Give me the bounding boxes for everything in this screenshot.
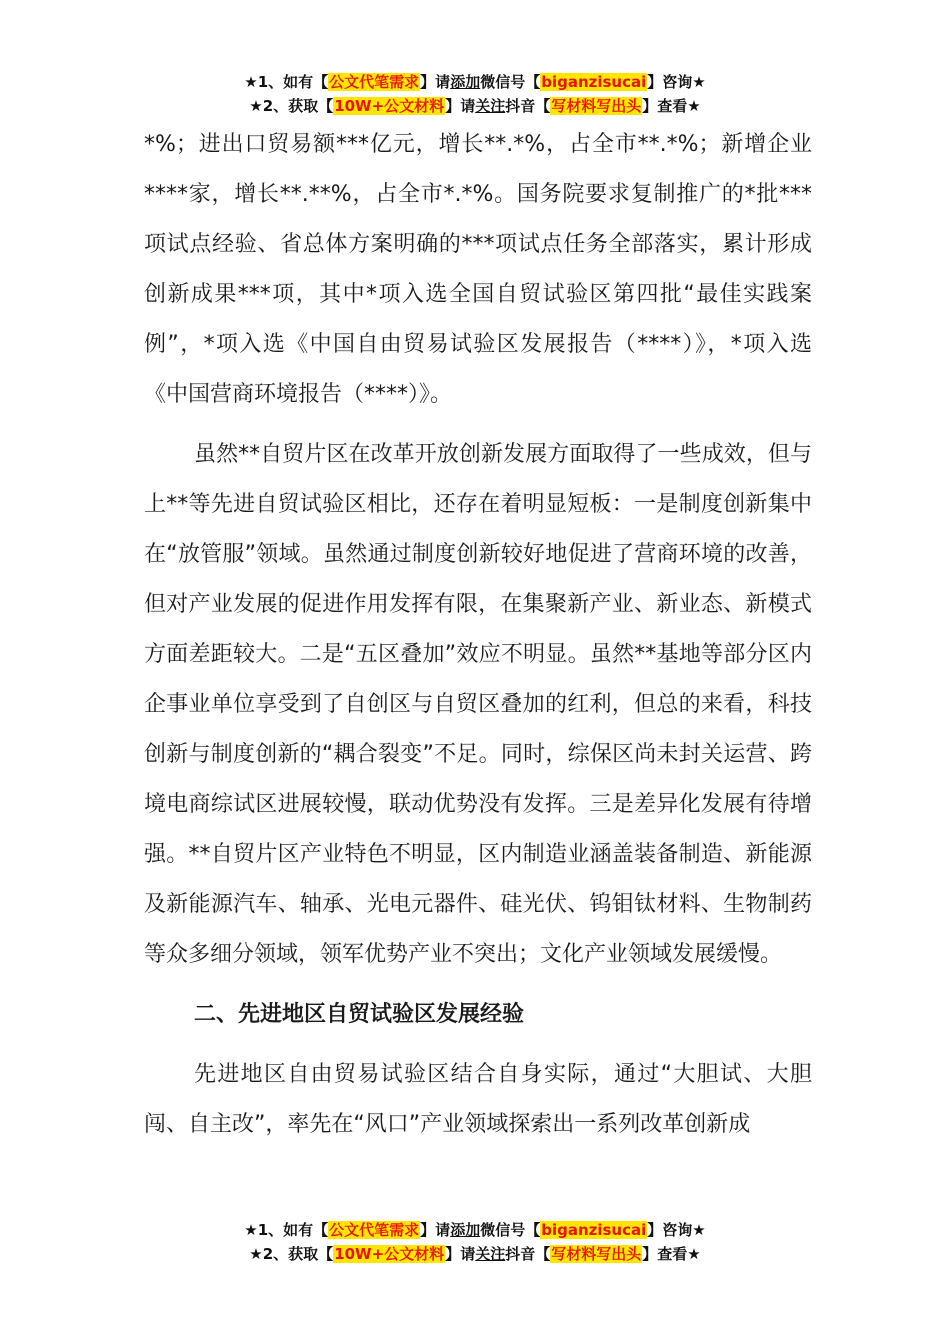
promo-highlight: 公文代笔需求: [329, 1221, 420, 1239]
bottom-promo-banner: [0, 1218, 950, 1266]
paragraph-gap: [144, 1040, 812, 1050]
promo-text: 】咨询★: [647, 1221, 706, 1239]
promo-underlined: 添加: [450, 73, 481, 91]
paragraph-1: *%；进出口贸易额***亿元，增长**.*%，占全市**.*%；新增企业****家，增长**.**%，占全市*.*%。国务院要求复制推广的*批***项试点经验、省总体方案明确的***项试点任务全部落实，累计形成创新成果***项，其中*项入选全国自贸试验区第四批“最佳实践案例”，*项入选《中国自由贸易试验区发展报告（****）》，*项入选《中国营商环境报告（****）》。: [144, 132, 812, 407]
promo-highlight: 写材料写出头: [551, 1245, 642, 1263]
promo-text: 】请: [445, 97, 476, 115]
promo-line-2: [0, 1242, 950, 1266]
promo-underlined: 关注: [475, 1245, 506, 1263]
promo-text: 】请: [420, 1221, 451, 1239]
promo-line-1: [0, 70, 950, 94]
promo-text: 】请: [445, 1245, 476, 1263]
paragraph-3: 先进地区自由贸易试验区结合自身实际，通过“大胆试、大胆闯、自主改”，率先在“风口”产业领域探索出一系列改革创新成: [144, 1062, 812, 1137]
promo-highlight: biganzisucai: [541, 1221, 647, 1239]
promo-text: 】查看★: [642, 1245, 701, 1263]
promo-text: ★1、如有【: [244, 1221, 329, 1239]
promo-text: ★2、获取【: [249, 97, 334, 115]
top-promo-banner: [0, 70, 950, 118]
promo-highlight: 10W+公文材料: [334, 97, 445, 115]
promo-underlined: 关注: [475, 97, 506, 115]
promo-text: 微信号【: [480, 1221, 541, 1239]
promo-text: 抖音【: [505, 97, 551, 115]
promo-highlight: 写材料写出头: [551, 97, 642, 115]
document-body: [144, 120, 812, 1150]
paragraph-2: 虽然**自贸片区在改革开放创新发展方面取得了一些成效，但与上**等先进自贸试验区相比，还存在着明显短板：一是制度创新集中在“放管服”领域。虽然通过制度创新较好地促进了营商环境的改善，但对产业发展的促进作用发挥有限，在集聚新产业、新业态、新模式方面差距较大。二是“五区叠加”效应不明显。虽然**基地等部分区内企事业单位享受到了自创区与自贸区叠加的红利，但总的来看，科技创新与制度创新的“耦合裂变”不足。同时，综保区尚未封关运营、跨境电商综试区进展较慢，联动优势没有发挥。三是差异化发展有待增强。**自贸片区产业特色不明显，区内制造业涵盖装备制造、新能源及新能源汽车、轴承、光电元器件、硅光伏、钨钼钛材料、生物制药等众多细分领域，领军优势产业不突出；文化产业领域发展缓慢。: [144, 442, 812, 967]
section-heading: 二、先进地区自贸试验区发展经验: [194, 1002, 525, 1027]
promo-text: 】咨询★: [647, 73, 706, 91]
promo-text: ★1、如有【: [244, 73, 329, 91]
promo-text: 抖音【: [505, 1245, 551, 1263]
promo-underlined: 添加: [450, 1221, 481, 1239]
paragraph-gap: [144, 420, 812, 430]
promo-text: 微信号【: [480, 73, 541, 91]
promo-text: 】请: [420, 73, 451, 91]
promo-highlight: biganzisucai: [541, 73, 647, 91]
paragraph-gap: [144, 980, 812, 990]
promo-highlight: 10W+公文材料: [334, 1245, 445, 1263]
promo-text: 】查看★: [642, 97, 701, 115]
promo-text: ★2、获取【: [249, 1245, 334, 1263]
promo-line-1: [0, 1218, 950, 1242]
promo-line-2: [0, 94, 950, 118]
promo-highlight: 公文代笔需求: [329, 73, 420, 91]
